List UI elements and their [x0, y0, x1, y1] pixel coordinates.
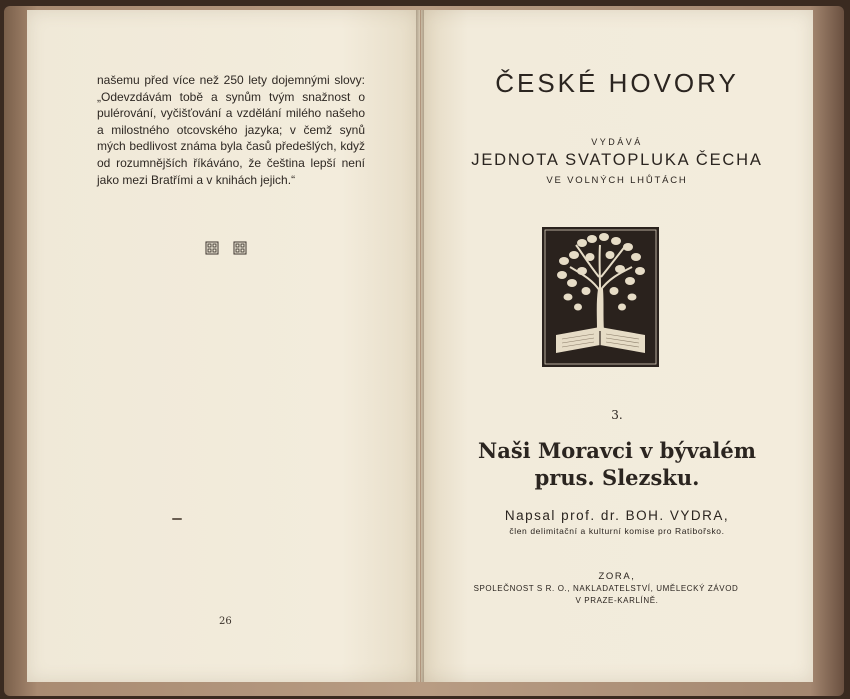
publication-frequency: VE VOLNÝCH LHŮTÁCH: [546, 175, 688, 186]
author-role: člen delimitační a kulturní komise pro Ratibořsko.: [509, 526, 725, 536]
section-ornament: [205, 241, 265, 259]
body-paragraph: našemu před více než 250 lety dojemnými slovy: „Odevzdávám tobě a synům tvým snažnost o pulérování, vyčišťování a vzdělání milého našeho a milostného otcovského jazyka; v čemž synů mých bedlivost známa byla časů předešlých, když od rozumnějších říkáváno, že čeština lepší není jako mezi Bratřími a v knihách jejich.“: [97, 73, 365, 187]
imprint-place: V PRAZE-KARLÍNĚ.: [575, 596, 659, 605]
book-title: [421, 437, 813, 491]
tree-on-book-icon: [542, 227, 659, 367]
author-name: Napsal prof. dr. BOH. VYDRA,: [504, 508, 730, 523]
book-title-line: Naši Moravci v bývalém: [478, 438, 756, 463]
volume-number: 3.: [611, 408, 623, 422]
publisher-name: JEDNOTA SVATOPLUKA ČECHA: [471, 151, 763, 169]
ornament-icon: [205, 241, 219, 255]
publish-label: VYDÁVÁ: [591, 137, 643, 147]
page-number: 26: [219, 616, 232, 627]
imprint-publisher: SPOLEČNOST S R. O., NAKLADATELSTVÍ, UMĚLECKÝ ZÁVOD: [473, 584, 739, 593]
left-page-body: [97, 72, 365, 188]
imprint-city: ZORA,: [598, 571, 636, 582]
series-title: ČESKÉ HOVORY: [495, 68, 739, 98]
ornament-icon: [233, 241, 247, 255]
book-title-line: prus. Slezsku.: [534, 465, 700, 490]
ink-speck: [172, 518, 182, 520]
